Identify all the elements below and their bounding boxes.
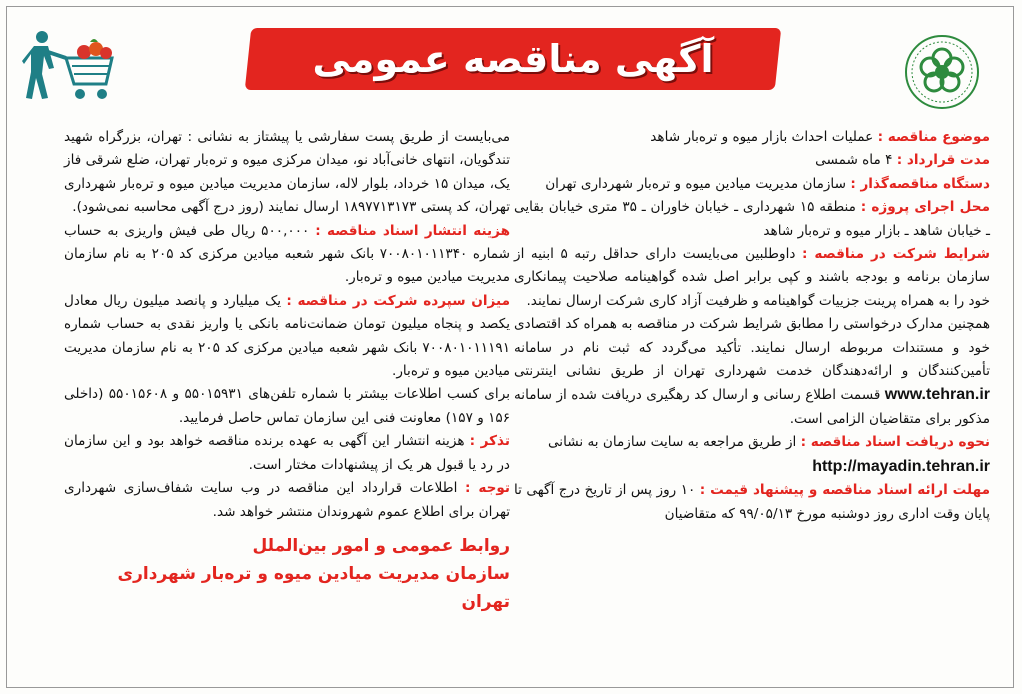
location-row (514, 196, 990, 243)
deadline-value: ۱۰ روز پس از تاریخ درج آگهی تا پایان وقت اداری روز دوشنبه مورخ ۹۹/۰۵/۱۳ که متقاضیان (514, 482, 990, 522)
docs-paragraph (514, 313, 990, 431)
note-row (64, 477, 510, 524)
receive-row (514, 431, 990, 454)
cost-label: هزینه انتشار اسناد مناقصه : (315, 222, 510, 239)
deposit-value: یک میلیارد و پانصد میلیون ریال معادل یکصد و پنجاه میلیون تومان ضمانت‌نامه بانکی یا واریز نقدی به حساب شماره ۷۰۰۸۰۱۰۱۱۱۹۱ بانک شهر شعبه میادین مرکزی کد ۲۰۵ به نام سازمان مدیریت میادین میوه و تره‌بار. (64, 292, 510, 380)
conditions-row (514, 243, 990, 313)
signature-department: روابط عمومی و امور بین‌الملل (252, 535, 510, 556)
cost-row (64, 220, 510, 290)
reminder-label: تذکر : (469, 433, 510, 450)
note-label: توجه : (464, 480, 510, 497)
deposit-row (64, 290, 510, 384)
subject-row (514, 126, 990, 149)
subject-value: عملیات احداث بازار میوه و تره‌بار شاهد (650, 129, 874, 145)
receive-url-row (514, 455, 990, 479)
left-column (64, 126, 510, 616)
info-paragraph: برای کسب اطلاعات بیشتر با شماره تلفن‌های ۵۵۰۱۵۹۳۱ و ۵۵۰۱۵۶۰۸ (داخلی ۱۵۶ و ۱۵۷) معاونت فنی این سازمان تماس حاصل فرمایید. (64, 386, 510, 426)
location-value: منطقه ۱۵ شهرداری ـ خیابان خاوران ـ ۳۵ متری خیابان بقایی ـ خیابان شاهد ـ بازار میوه و تره‌بار شاهد (514, 199, 990, 239)
tehran-municipality-logo-icon (904, 34, 980, 110)
duration-value: ۴ ماه شمسی (815, 152, 893, 169)
signature-organization: سازمان مدیریت میادین میوه و تره‌بار شهرداری تهران (117, 563, 510, 612)
cost-value: ۵۰۰,۰۰۰ ریال طی فیش واریزی به حساب شماره ۷۰۰۸۰۱۰۱۱۳۴۰ بانک شهر شعبه میادین مرکزی کد ۲۰۵ به نام سازمان مدیریت میادین میوه و تره‌بار. (64, 222, 510, 286)
authority-value: سازمان مدیریت میادین میوه و تره‌بار شهرداری تهران (545, 175, 846, 192)
shopping-cart-mascot-icon (22, 28, 118, 104)
conditions-value: داوطلبین می‌بایست دارای حداقل رتبه ۵ ابنیه از سازمان برنامه و بودجه باشند و کپی برابر اصل شده گواهینامه صلاحیت پیمانکاری خود را به همراه پرینت جزییات گواهینامه و ظرفیت آزاد کاری شرکت ارسال نمایند. (514, 246, 990, 309)
docs-tail: قسمت اطلاع رسانی و ارسال کد رهگیری دریافت شده از سامانه مذکور برای متقاضیان الزامی است. (514, 387, 990, 427)
submission-paragraph: می‌بایست از طریق پست سفارشی یا پیشتاز به نشانی : تهران، بزرگراه شهید تندگویان، انتهای خانی‌آباد نو، میدان مرکزی میوه و تره‌بار تهران، ضلع شرقی فاز یک، میدان ۱۵ خرداد، بلوار لاله، سازمان مدیریت میادین میوه و تره‌بار شهرداری تهران، کد پستی ۱۸۹۷۷۱۳۱۷۳ ارسال نمایند (روز درج آگهی محاسبه نمی‌شود). (64, 129, 511, 216)
location-label: محل اجرای پروژه : (860, 199, 991, 216)
page-title: آگهی مناقصه عمومی (312, 37, 714, 81)
tehran-url-link[interactable]: www.tehran.ir (884, 386, 990, 404)
reminder-row (64, 430, 510, 477)
reminder-value: هزینه انتشار این آگهی به عهده برنده مناقصه خواهد بود و این سازمان در رد یا قبول هر یک از پیشنهادات مختار است. (64, 433, 510, 473)
signature-block (64, 532, 510, 616)
right-column (514, 126, 990, 526)
docs-text: همچنین مدارک درخواستی را مطابق شرایط شرکت در مناقصه به همراه کد اقتصادی خود و مستندات مربوطه ارسال نمایند. تأکید می‌گردد که ثبت نام در سامانه تأمین‌کنندگان و ارائه‌دهندگان خدمت شهرداری تهران از طریق نشانی اینترنتی (514, 316, 990, 380)
duration-row (514, 149, 990, 172)
conditions-label: شرایط شرکت در مناقصه : (801, 246, 991, 263)
authority-label: دستگاه مناقصه‌گذار : (850, 175, 990, 192)
duration-label: مدت قرارداد : (896, 152, 990, 169)
mayadin-url-link[interactable]: http://mayadin.tehran.ir (812, 457, 990, 475)
subject-label: موضوع مناقصه : (877, 129, 990, 145)
receive-value: از طریق مراجعه به سایت سازمان به نشانی (547, 434, 797, 451)
receive-label: نحوه دریافت اسناد مناقصه : (800, 434, 990, 451)
deposit-label: میزان سپرده شرکت در مناقصه : (286, 292, 510, 309)
deadline-label: مهلت ارائه اسناد مناقصه و پیشنهاد قیمت : (699, 482, 990, 499)
deadline-row (514, 479, 990, 526)
authority-row (514, 173, 990, 196)
note-value: اطلاعات قرارداد این مناقصه در وب سایت شفاف‌سازی شهرداری تهران برای اطلاع عموم شهروندان منتشر خواهد شد. (64, 480, 510, 520)
